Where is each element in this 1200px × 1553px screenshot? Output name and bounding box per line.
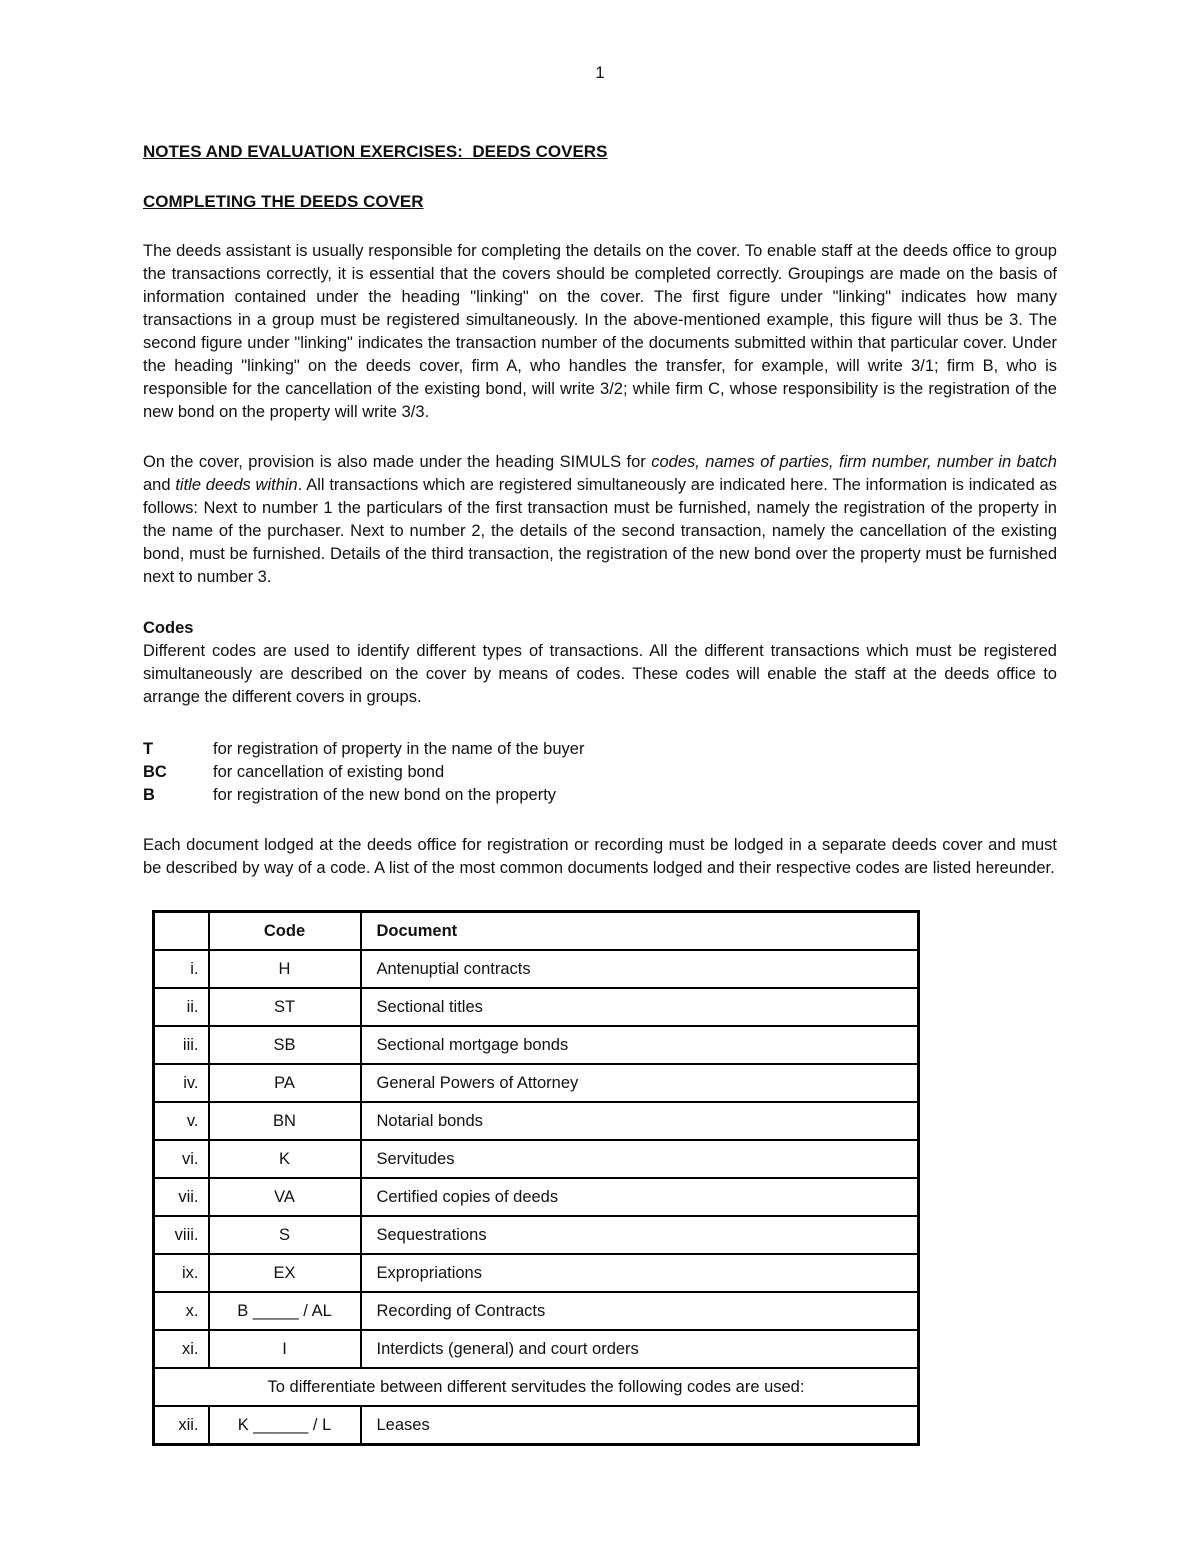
row-code-cell: K ______ / L xyxy=(209,1406,361,1445)
code-list-item xyxy=(143,738,1057,761)
row-document-cell: Leases xyxy=(361,1406,919,1445)
table-note-row xyxy=(154,1368,919,1406)
row-num-cell: i. xyxy=(154,950,209,988)
section-title: COMPLETING THE DEEDS COVER xyxy=(143,192,424,211)
table-row xyxy=(154,1178,919,1216)
page-number: 1 xyxy=(595,64,605,82)
paragraph-simuls-italic-segment: title deeds within xyxy=(175,476,298,494)
row-num-cell: ix. xyxy=(154,1254,209,1292)
codes-table xyxy=(152,910,920,1446)
header-empty-cell xyxy=(154,912,209,951)
row-code-cell: EX xyxy=(209,1254,361,1292)
row-document-cell: Expropriations xyxy=(361,1254,919,1292)
row-num-cell: vii. xyxy=(154,1178,209,1216)
row-code-cell: K xyxy=(209,1140,361,1178)
row-document-cell: Certified copies of deeds xyxy=(361,1178,919,1216)
paragraph-simuls-segment: and xyxy=(143,476,176,494)
row-code-cell: SB xyxy=(209,1026,361,1064)
table-row xyxy=(154,1216,919,1254)
codes-heading: Codes xyxy=(143,619,194,637)
paragraph-lodging: Each document lodged at the deeds office for registration or recording must be lodged in a separate deeds cover and must be described by way of a code. A list of the most common documents lodged and their respective codes are listed hereunder. xyxy=(143,836,1057,877)
row-code-cell: BN xyxy=(209,1102,361,1140)
header-code-cell: Code xyxy=(209,912,361,951)
table-note-cell: To differentiate between different servitudes the following codes are used: xyxy=(154,1368,919,1406)
paragraph-simuls xyxy=(143,451,1057,589)
row-document-cell: Notarial bonds xyxy=(361,1102,919,1140)
paragraph-simuls-segment: . All transactions which are registered simultaneously are indicated here. The information is indicated as follows: Next to number 1 the particulars of the first transaction must be furnished, namely the registration of the property in the name of the purchaser. Next to number 2, the details of the second transaction, namely the cancellation of the existing bond, must be furnished. Details of the third transaction, the registration of the new bond over the property must be furnished next to number 3. xyxy=(143,476,1057,586)
table-row xyxy=(154,1102,919,1140)
code-list-desc: for registration of the new bond on the property xyxy=(213,786,557,804)
paragraph-simuls-italic-segment: codes, names of parties, firm number, number in batch xyxy=(651,453,1057,471)
table-row xyxy=(154,1406,919,1445)
row-code-cell: I xyxy=(209,1330,361,1368)
table-row xyxy=(154,1026,919,1064)
table-row xyxy=(154,1292,919,1330)
code-list-item xyxy=(143,784,1057,807)
main-title: NOTES AND EVALUATION EXERCISES: DEEDS COVERS xyxy=(143,142,608,161)
row-document-cell: Sectional mortgage bonds xyxy=(361,1026,919,1064)
row-code-cell: B _____ / AL xyxy=(209,1292,361,1330)
row-num-cell: v. xyxy=(154,1102,209,1140)
row-num-cell: iv. xyxy=(154,1064,209,1102)
row-num-cell: iii. xyxy=(154,1026,209,1064)
code-list-code: B xyxy=(143,786,155,804)
row-document-cell: Servitudes xyxy=(361,1140,919,1178)
code-list-desc: for cancellation of existing bond xyxy=(213,763,445,781)
row-num-cell: vi. xyxy=(154,1140,209,1178)
table-row xyxy=(154,1064,919,1102)
code-list-desc: for registration of property in the name of the buyer xyxy=(213,740,585,758)
row-code-cell: S xyxy=(209,1216,361,1254)
row-document-cell: Sequestrations xyxy=(361,1216,919,1254)
row-document-cell: Interdicts (general) and court orders xyxy=(361,1330,919,1368)
row-document-cell: General Powers of Attorney xyxy=(361,1064,919,1102)
document-content xyxy=(0,140,1200,1446)
row-num-cell: x. xyxy=(154,1292,209,1330)
table-header-row xyxy=(154,912,919,951)
row-num-cell: xi. xyxy=(154,1330,209,1368)
paragraph-linking: The deeds assistant is usually responsible for completing the details on the cover. To enable staff at the deeds office to group the transactions correctly, it is essential that the covers should be completed correctly. Groupings are made on the basis of information contained under the heading "linking" on the cover. The first figure under "linking" indicates how many transactions in a group must be registered simultaneously. In the above-mentioned example, this figure will thus be 3. The second figure under "linking" indicates the transaction number of the documents submitted within that particular cover. Under the heading "linking" on the deeds cover, firm A, who handles the transfer, for example, will write 3/1; firm B, who is responsible for the cancellation of the existing bond, will write 3/2; while firm C, whose responsibility is the registration of the new bond on the property will write 3/3. xyxy=(143,242,1057,421)
table-row xyxy=(154,950,919,988)
paragraph-simuls-segment: On the cover, provision is also made under the heading SIMULS for xyxy=(143,453,652,471)
row-num-cell: viii. xyxy=(154,1216,209,1254)
row-code-cell: H xyxy=(209,950,361,988)
code-list-code: BC xyxy=(143,763,167,781)
row-document-cell: Recording of Contracts xyxy=(361,1292,919,1330)
paragraph-codes: Different codes are used to identify different types of transactions. All the different transactions which must be registered simultaneously are described on the cover by means of codes. These codes will enable the staff at the deeds office to arrange the different covers in groups. xyxy=(143,642,1057,706)
table-row xyxy=(154,1140,919,1178)
row-num-cell: ii. xyxy=(154,988,209,1026)
row-document-cell: Antenuptial contracts xyxy=(361,950,919,988)
row-code-cell: VA xyxy=(209,1178,361,1216)
row-document-cell: Sectional titles xyxy=(361,988,919,1026)
code-list-item xyxy=(143,761,1057,784)
table-row xyxy=(154,988,919,1026)
header-document-cell: Document xyxy=(361,912,919,951)
row-code-cell: PA xyxy=(209,1064,361,1102)
table-row xyxy=(154,1330,919,1368)
code-list-code: T xyxy=(143,740,154,758)
table-row xyxy=(154,1254,919,1292)
row-code-cell: ST xyxy=(209,988,361,1026)
code-list xyxy=(143,738,1057,807)
row-num-cell: xii. xyxy=(154,1406,209,1445)
